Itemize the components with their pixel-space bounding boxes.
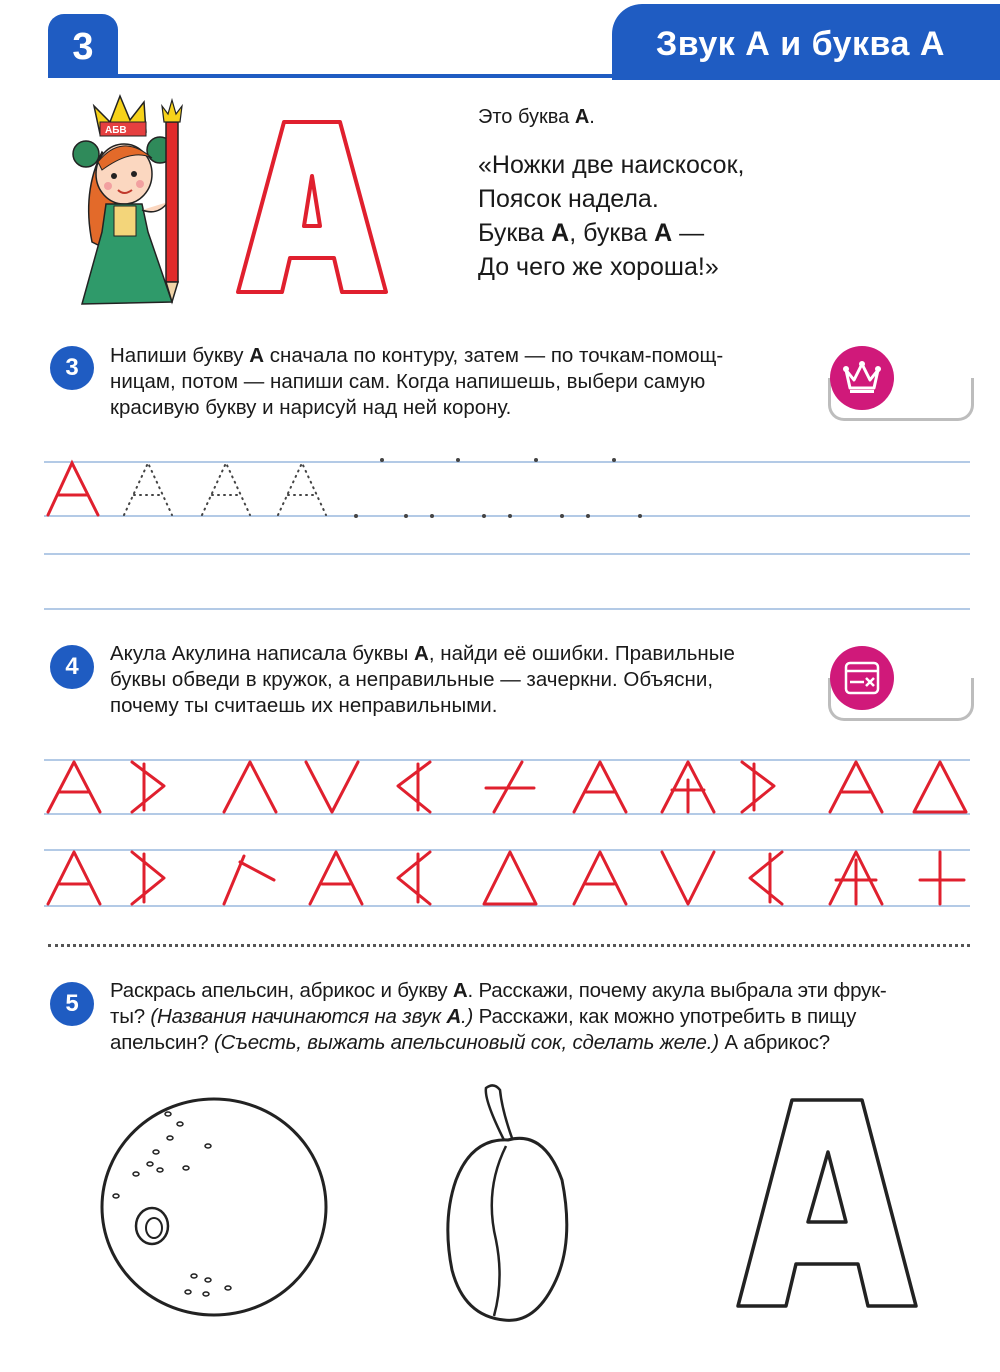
poem-text: , буква: [569, 219, 655, 247]
svg-text:АБВ: АБВ: [105, 125, 127, 136]
task-line: [110, 1004, 887, 1030]
intro-text-part: .: [589, 106, 595, 128]
poem-letter: А: [551, 219, 570, 247]
task-line: буквы обведи в кружок, а неправильные — зачеркни. Объясни,: [110, 668, 714, 691]
big-outline-letter-a: [236, 118, 388, 296]
task-letter: А: [446, 1005, 462, 1028]
intro-text: [478, 106, 595, 129]
task-line: [110, 978, 887, 1004]
task-text: Раскрась апельсин, абрикос и букву: [110, 979, 453, 1002]
task3-instructions: [110, 343, 723, 421]
task-line: почему ты считаешь их неправильными.: [110, 694, 498, 717]
poem-letter: А: [654, 219, 673, 247]
task-hint: .): [461, 1005, 474, 1028]
task-line: [110, 343, 723, 369]
task-line: [110, 641, 735, 667]
intro-letter: А: [574, 106, 590, 128]
poem-line: [478, 216, 744, 250]
task-text: , найди её ошибки. Правильные: [428, 642, 735, 665]
poem-line: До чего же хороша!»: [478, 253, 719, 281]
task-letter: А: [452, 979, 468, 1002]
poem: [478, 148, 744, 284]
task-text: А абрикос?: [718, 1031, 830, 1054]
task-number-badge: 5: [50, 982, 94, 1026]
coloring-letter-a: [734, 1096, 920, 1310]
task5-instructions: [110, 978, 887, 1056]
task-text: Акула Акулина написала буквы: [110, 642, 415, 665]
task-hint: (Съесть, выжать апельсиновый сок, сделать желе.): [213, 1031, 719, 1054]
crown-icon: [830, 346, 894, 410]
task3-writing-area: [44, 455, 972, 615]
orange-illustration: [96, 1094, 332, 1320]
apricot-illustration: [444, 1080, 572, 1328]
task-letter: А: [249, 344, 265, 367]
title-tab: [612, 4, 1000, 80]
task4-letters-area: [44, 752, 972, 912]
task-line: красивую букву и нарисуй над ней корону.: [110, 396, 512, 419]
task-line: [110, 1030, 887, 1056]
intro-text-part: Это буква: [478, 106, 575, 128]
poem-line: «Ножки две наискосок,: [478, 151, 745, 179]
task-hint: (Названия начинаются на звук: [150, 1005, 447, 1028]
section-divider: [48, 944, 970, 947]
page-number: 3: [72, 26, 94, 68]
task-text: Напиши букву: [110, 344, 250, 367]
poem-text: —: [672, 219, 705, 247]
poem-text: Буква: [478, 219, 552, 247]
task-text: ты?: [110, 1005, 151, 1028]
task-text: сначала по контуру, затем — по точкам-помощ-: [264, 344, 724, 367]
page-title: Звук А и буква А: [656, 25, 945, 63]
page-number-tab: [48, 14, 118, 78]
task-letter: А: [414, 642, 429, 665]
header-underline: [48, 74, 614, 78]
task4-instructions: [110, 641, 735, 719]
task-text: Расскажи, как можно употребить в пищу: [473, 1005, 857, 1028]
task-text: апельсин?: [110, 1031, 214, 1054]
strikethrough-card-icon: [830, 646, 894, 710]
task-number-badge: 3: [50, 346, 94, 390]
task-line: ницам, потом — напиши сам. Когда напишешь, выбери самую: [110, 370, 706, 393]
princess-illustration: [62, 92, 202, 312]
poem-line: Поясок надела.: [478, 185, 659, 213]
task-text: . Расскажи, почему акула выбрала эти фрук-: [467, 979, 887, 1002]
task-number-badge: 4: [50, 645, 94, 689]
